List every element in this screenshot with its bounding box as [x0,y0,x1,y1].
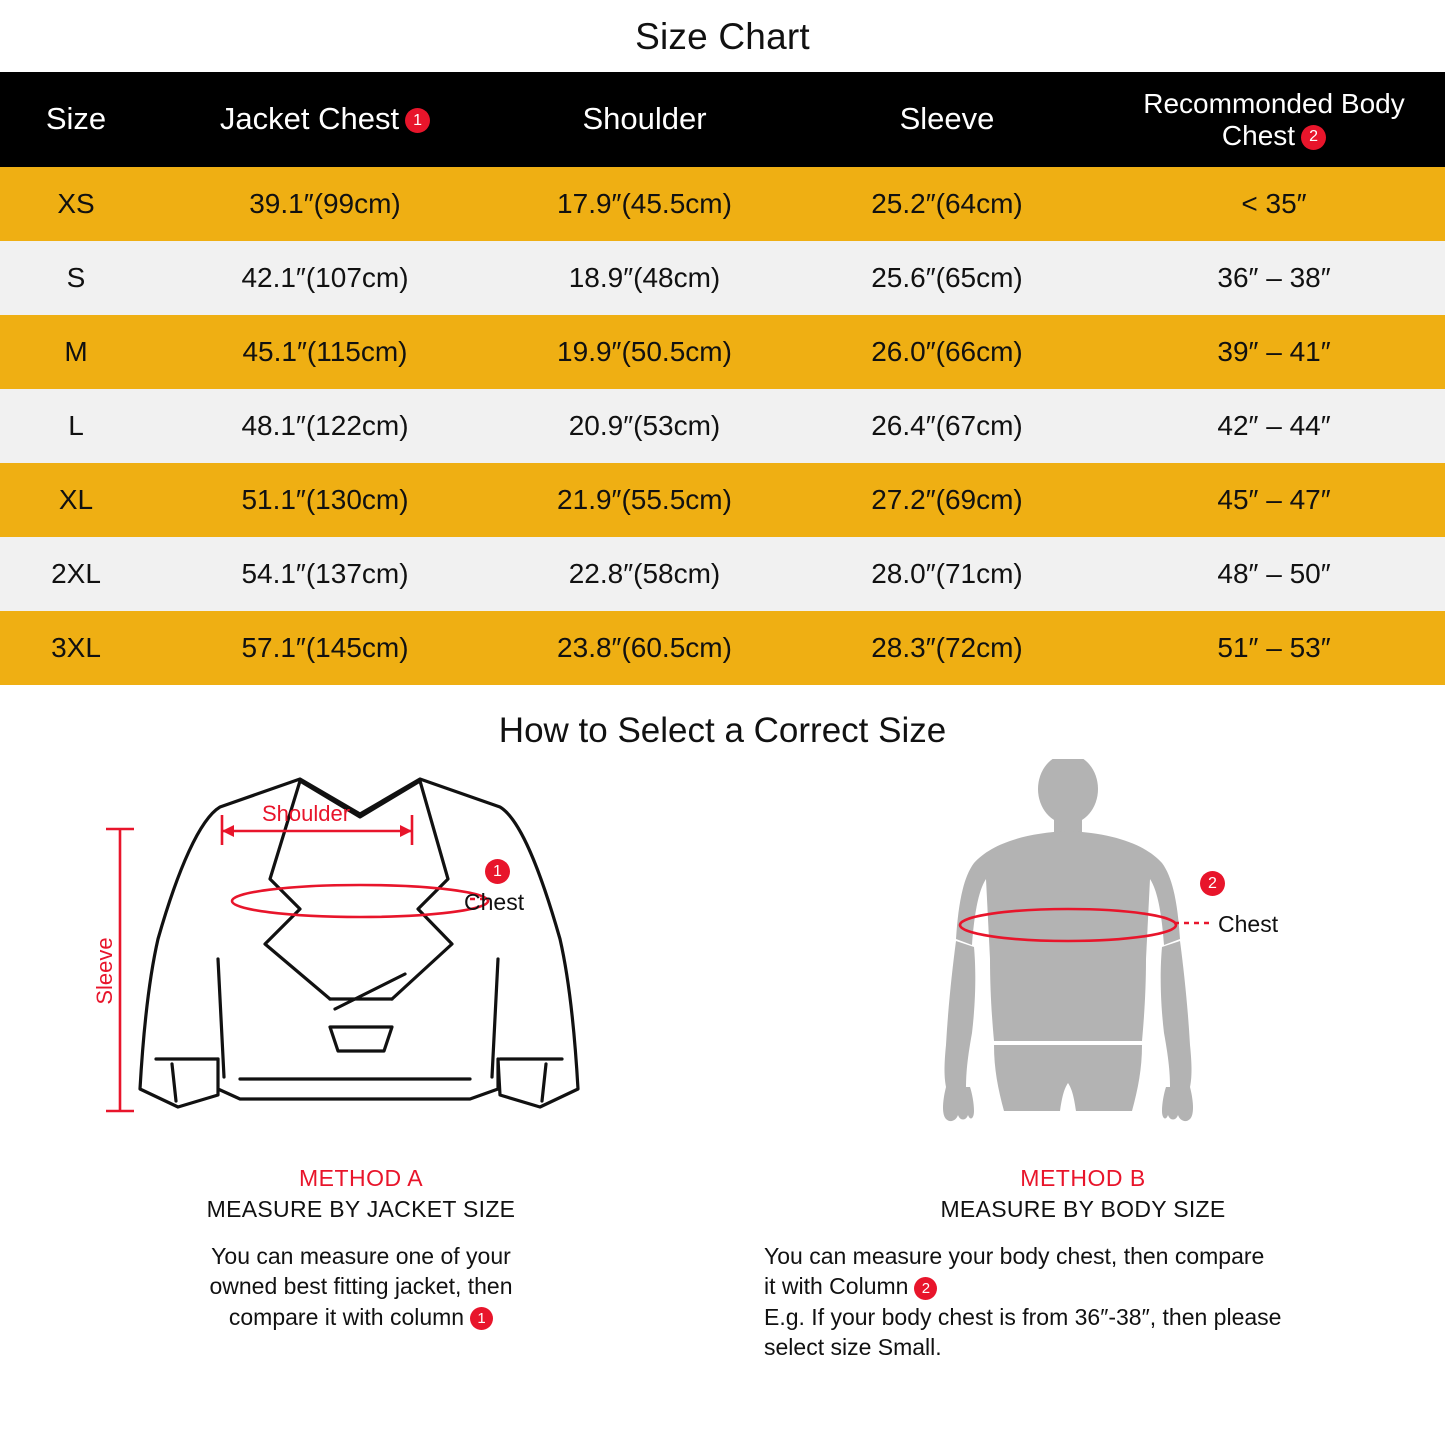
chest-callout-b [1200,871,1225,896]
badge-two-icon: 2 [1200,871,1225,896]
body-diagram [722,759,1444,1159]
page-title: Size Chart [635,16,810,57]
cell-sleeve: 25.6″(65cm) [791,241,1103,315]
sleeve-label-text: Sleeve [92,937,117,1005]
header-shoulder [498,72,791,167]
cell-jacket-chest: 57.1″(145cm) [152,611,498,685]
method-b-panel [722,759,1444,1362]
method-b-description [722,1223,1444,1362]
method-a-sub: MEASURE BY JACKET SIZE [206,1196,516,1222]
badge-two-icon: 2 [914,1277,937,1300]
cell-body-chest: 39″ – 41″ [1103,315,1445,389]
cell-size: 3XL [0,611,152,685]
table-row [0,315,1445,389]
table-row [0,463,1445,537]
chest-label-a: Chest [464,889,525,915]
howto-title: How to Select a Correct Size [498,711,947,750]
header-sleeve-label: Sleeve [899,101,995,137]
cell-shoulder: 17.9″(45.5cm) [498,167,791,241]
table-row [0,389,1445,463]
cell-jacket-chest: 51.1″(130cm) [152,463,498,537]
cell-shoulder: 22.8″(58cm) [498,537,791,611]
cell-shoulder: 18.9″(48cm) [498,241,791,315]
header-jacket-chest-label: Jacket Chest [219,101,400,137]
cell-shoulder: 21.9″(55.5cm) [498,463,791,537]
cell-sleeve: 25.2″(64cm) [791,167,1103,241]
cell-body-chest: 51″ – 53″ [1103,611,1445,685]
cell-body-chest: 45″ – 47″ [1103,463,1445,537]
cell-jacket-chest: 54.1″(137cm) [152,537,498,611]
cell-shoulder: 20.9″(53cm) [498,389,791,463]
jacket-diagram [0,759,722,1159]
cell-body-chest: 48″ – 50″ [1103,537,1445,611]
cell-body-chest: 36″ – 38″ [1103,241,1445,315]
cell-sleeve: 28.3″(72cm) [791,611,1103,685]
method-b-desc-line2: it with Column [764,1273,909,1300]
method-a-desc-line3: compare it with column [228,1303,465,1330]
method-b-label: METHOD B [1020,1165,1146,1191]
cell-sleeve: 28.0″(71cm) [791,537,1103,611]
cell-sleeve: 27.2″(69cm) [791,463,1103,537]
table-row [0,167,1445,241]
header-jacket-chest [152,72,498,167]
cell-size: L [0,389,152,463]
table-row [0,537,1445,611]
method-b-desc-line4: select size Small. [764,1334,942,1361]
cell-jacket-chest: 42.1″(107cm) [152,241,498,315]
size-chart-table [0,72,1445,685]
table-row [0,241,1445,315]
howto-panels [0,759,1445,1362]
cell-sleeve: 26.0″(66cm) [791,315,1103,389]
method-b-desc-line3: E.g. If your body chest is from 36″-38″, then please [764,1303,1282,1330]
header-sleeve [791,72,1103,167]
cell-shoulder: 23.8″(60.5cm) [498,611,791,685]
header-shoulder-label: Shoulder [582,101,707,137]
cell-jacket-chest: 48.1″(122cm) [152,389,498,463]
method-b-desc-line1: You can measure your body chest, then compare [764,1243,1265,1269]
chest-label-b: Chest [1218,911,1279,937]
cell-sleeve: 26.4″(67cm) [791,389,1103,463]
header-size [0,72,152,167]
badge-two-icon: 2 [1301,125,1326,150]
cell-size: XL [0,463,152,537]
method-a-description [0,1223,722,1332]
chest-callout-a [485,859,510,884]
method-b-sub: MEASURE BY BODY SIZE [940,1196,1226,1222]
header-recommended-body-chest-label: Recommonded Body Chest [1143,88,1405,151]
cell-size: S [0,241,152,315]
table-body [0,167,1445,685]
shoulder-label-text: Shoulder [262,801,351,826]
cell-jacket-chest: 39.1″(99cm) [152,167,498,241]
method-a-desc-line1: You can measure one of your [211,1243,511,1269]
badge-one-icon: 1 [405,108,430,133]
cell-size: M [0,315,152,389]
method-a-desc-line2: owned best fitting jacket, then [209,1273,513,1300]
badge-one-icon: 1 [485,859,510,884]
badge-one-icon: 1 [470,1307,493,1330]
cell-jacket-chest: 45.1″(115cm) [152,315,498,389]
header-recommended-body-chest [1103,72,1445,167]
table-row [0,611,1445,685]
method-a-panel [0,759,722,1362]
method-a-label: METHOD A [298,1165,424,1191]
cell-shoulder: 19.9″(50.5cm) [498,315,791,389]
cell-size: XS [0,167,152,241]
cell-size: 2XL [0,537,152,611]
header-size-label: Size [45,101,107,137]
cell-body-chest: < 35″ [1103,167,1445,241]
cell-body-chest: 42″ – 44″ [1103,389,1445,463]
table-header [0,72,1445,167]
